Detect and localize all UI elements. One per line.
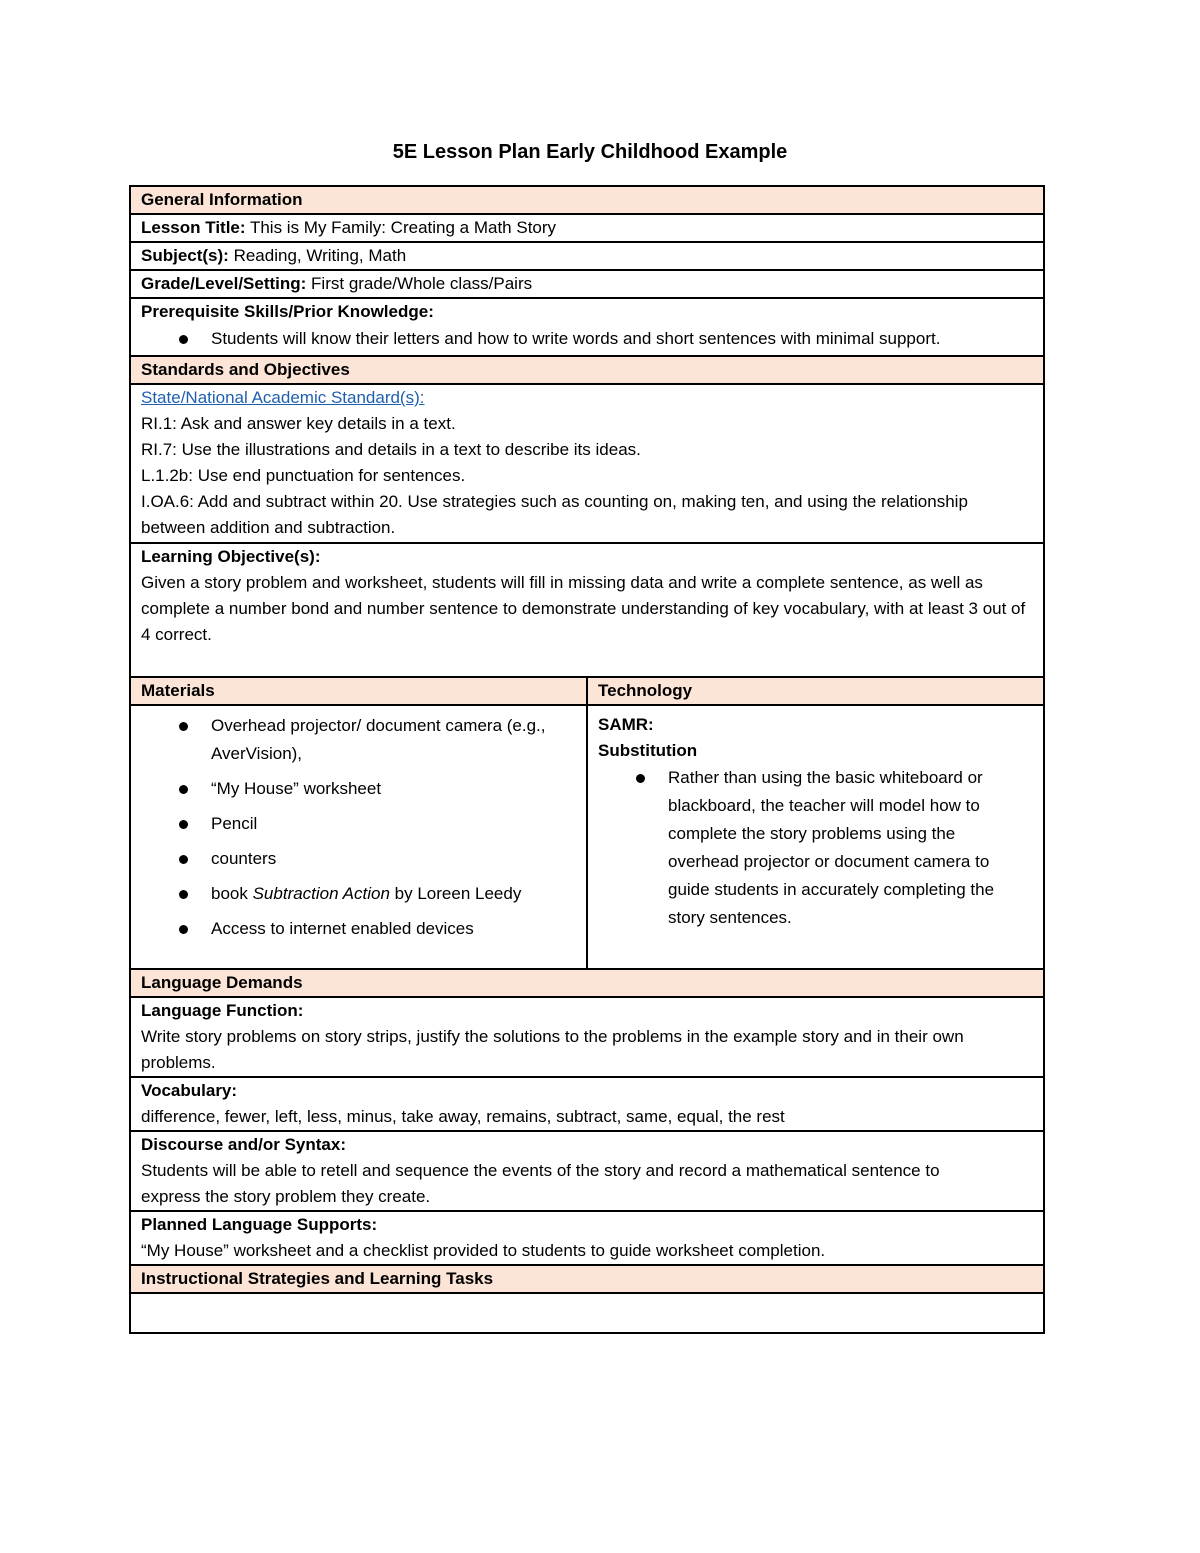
list-item: “My House” worksheet <box>211 775 576 803</box>
lesson-title-value: This is My Family: Creating a Math Story <box>245 218 557 237</box>
samr-level-label: Substitution <box>598 741 698 760</box>
subjects-row <box>130 242 1044 270</box>
grade-label: Grade/Level/Setting: <box>141 274 307 293</box>
document-title: 5E Lesson Plan Early Childhood Example <box>392 141 788 163</box>
discourse-label: Discourse and/or Syntax: <box>141 1135 347 1154</box>
list-item: Rather than using the basic whiteboard or blackboard, the teacher will model how to complete the story problems using the overhead projector or document camera to guide students in accurately completing the story sentences. <box>668 764 1033 932</box>
language-function-text: Write story problems on story strips, justify the solutions to the problems in the example story and in their own problems. <box>141 1027 964 1072</box>
section-general-information: General Information <box>130 186 1044 214</box>
technology-cell <box>587 705 1044 969</box>
standards-row <box>130 384 1044 543</box>
learning-objective-text: Given a story problem and worksheet, students will fill in missing data and write a complete sentence, as well as complete a number bond and number sentence to demonstrate understanding of key vocabulary, with at least 3 out of 4 correct. <box>141 573 1026 644</box>
discourse-text: Students will be able to retell and sequence the events of the story and record a mathematical sentence to express the story problem they create. <box>141 1161 940 1206</box>
technology-list <box>598 764 1033 932</box>
vocabulary-row <box>130 1077 1044 1131</box>
section-language-demands: Language Demands <box>130 969 1044 997</box>
list-item: counters <box>211 845 576 873</box>
lesson-title-row <box>130 214 1044 242</box>
list-item: Students will know their letters and how to write words and short sentences with minimal support. <box>211 325 1033 353</box>
standards-link[interactable]: State/National Academic Standard(s): <box>141 388 425 407</box>
prerequisite-label: Prerequisite Skills/Prior Knowledge: <box>141 302 434 321</box>
list-item: Access to internet enabled devices <box>211 915 576 943</box>
language-supports-text: “My House” worksheet and a checklist provided to students to guide worksheet completion. <box>141 1241 826 1260</box>
language-supports-label: Planned Language Supports: <box>141 1215 378 1234</box>
standard-item: RI.1: Ask and answer key details in a text. <box>141 414 456 433</box>
vocabulary-label: Vocabulary: <box>141 1081 238 1100</box>
grade-value: First grade/Whole class/Pairs <box>306 274 533 293</box>
learning-objective-label: Learning Objective(s): <box>141 547 321 566</box>
section-instructional-strategies: Instructional Strategies and Learning Tasks <box>130 1265 1044 1293</box>
learning-objective-row <box>130 543 1044 677</box>
materials-cell <box>130 705 587 969</box>
list-item: book Subtraction Action by Loreen Leedy <box>211 880 576 908</box>
section-materials: Materials <box>130 677 587 705</box>
language-supports-row <box>130 1211 1044 1265</box>
grade-row <box>130 270 1044 298</box>
samr-label: SAMR: <box>598 715 654 734</box>
list-item: Pencil <box>211 810 576 838</box>
discourse-row <box>130 1131 1044 1211</box>
prerequisite-list <box>141 325 1033 353</box>
vocabulary-text: difference, fewer, left, less, minus, take away, remains, subtract, same, equal, the rest <box>141 1107 785 1126</box>
language-function-label: Language Function: <box>141 1001 304 1020</box>
standard-item: RI.7: Use the illustrations and details in a text to describe its ideas. <box>141 440 641 459</box>
prerequisite-row <box>130 298 1044 356</box>
standard-item: I.OA.6: Add and subtract within 20. Use strategies such as counting on, making ten, and using the relationship between addition and subtraction. <box>141 492 968 537</box>
instructional-empty-row <box>130 1293 1044 1333</box>
section-standards-objectives: Standards and Objectives <box>130 356 1044 384</box>
language-function-row <box>130 997 1044 1077</box>
lesson-plan-table <box>129 185 1045 1334</box>
section-technology: Technology <box>587 677 1044 705</box>
subjects-value: Reading, Writing, Math <box>228 246 407 265</box>
book-title: Subtraction Action <box>252 884 390 903</box>
subjects-label: Subject(s): <box>141 246 229 265</box>
lesson-title-label: Lesson Title: <box>141 218 246 237</box>
standard-item: L.1.2b: Use end punctuation for sentences. <box>141 466 466 485</box>
materials-list <box>141 712 576 943</box>
list-item: Overhead projector/ document camera (e.g., AverVision), <box>211 712 576 768</box>
